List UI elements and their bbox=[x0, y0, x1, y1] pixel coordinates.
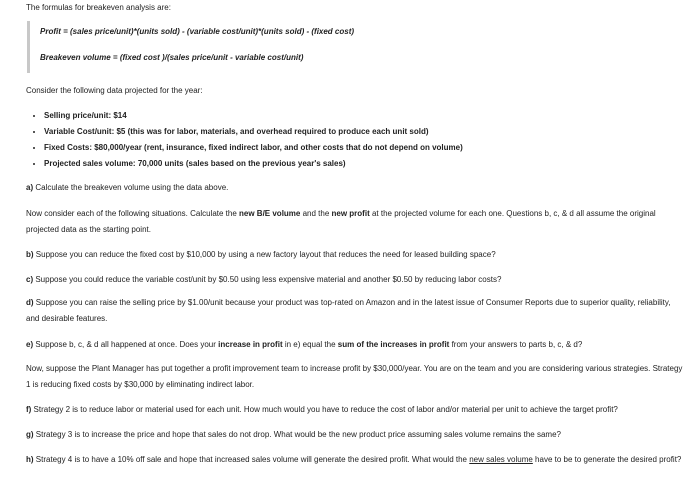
blockquote-bar bbox=[27, 21, 30, 73]
emphasis: new B/E volume bbox=[239, 209, 301, 218]
question-a bbox=[26, 180, 686, 196]
text: Suppose you can raise the selling price by $1.00/unit because your product was top-rated on Amazon and in the latest issue of Consumer Reports due to superior quality, reliability, and desirable features. bbox=[26, 298, 671, 323]
data-list bbox=[26, 108, 463, 172]
text: Strategy 2 is to reduce labor or material used for each unit. How much would you have to reduce the cost of labor and/or material per unit to achieve the target profit? bbox=[31, 405, 618, 414]
question-g bbox=[26, 427, 686, 443]
emphasis: new profit bbox=[331, 209, 370, 218]
emphasis: increase in profit bbox=[218, 340, 283, 349]
question-d bbox=[26, 295, 686, 327]
text: Strategy 3 is to increase the price and hope that sales do not drop. What would be the new product price assuming sales volume remains the same? bbox=[33, 430, 561, 439]
intro-text: The formulas for breakeven analysis are: bbox=[26, 3, 171, 12]
text: and the bbox=[300, 209, 332, 218]
label: e) bbox=[26, 340, 34, 349]
question-h bbox=[26, 452, 686, 468]
text: from your answers to parts b, c, & d? bbox=[449, 340, 583, 349]
text: Suppose you can reduce the fixed cost by $10,000 by using a new factory layout that reduces the need for leased building space? bbox=[33, 250, 496, 259]
text: at the projected volume for each one. Questions b, c, & d all assume the original projected data as the starting point. bbox=[26, 209, 656, 234]
underlined-text: new sales volume bbox=[469, 455, 533, 464]
question-f bbox=[26, 402, 686, 418]
strategy-paragraph: Now, suppose the Plant Manager has put together a profit improvement team to increase profit by $30,000/year. You are on the team and you are considering various strategies. Strategy 1 is reducing fixed costs by $30,000 by eliminating indirect labor. bbox=[26, 364, 683, 389]
emphasis: sum of the increases in profit bbox=[337, 340, 450, 349]
consider-text: Consider the following data projected for the year: bbox=[26, 86, 203, 95]
text: in e) equal the bbox=[282, 340, 338, 349]
list-item: • Fixed Costs: $80,000/year (rent, insurance, fixed indirect labor, and other costs that do not depend on volume) bbox=[44, 140, 463, 156]
label: b) bbox=[26, 250, 34, 259]
question-e bbox=[26, 337, 686, 353]
label: a) bbox=[26, 183, 34, 192]
text: Strategy 4 is to have a 10% off sale and hope that increased sales volume will generate the desired profit. What would the bbox=[33, 455, 470, 464]
list-item: • Selling price/unit: $14 bbox=[44, 108, 463, 124]
question-b bbox=[26, 247, 686, 263]
profit-formula: Profit = (sales price/unit)*(units sold) - (variable cost/unit)*(units sold) - (fixed cost) bbox=[40, 27, 355, 36]
text: Suppose you could reduce the variable cost/unit by $0.50 using less expensive material and another $0.50 by reducing labor costs? bbox=[33, 275, 502, 284]
question-c bbox=[26, 272, 686, 288]
situations-paragraph bbox=[26, 206, 686, 238]
list-item: • Variable Cost/unit: $5 (this was for labor, materials, and overhead required to produce each unit sold) bbox=[44, 124, 463, 140]
text: Calculate the breakeven volume using the data above. bbox=[33, 183, 229, 192]
text: Now consider each of the following situations. Calculate the bbox=[26, 209, 240, 218]
label: h) bbox=[26, 455, 34, 464]
text: have to be to generate the desired profit? bbox=[532, 455, 682, 464]
breakeven-formula: Breakeven volume = (fixed cost )/(sales price/unit - variable cost/unit) bbox=[40, 53, 304, 62]
list-item: • Projected sales volume: 70,000 units (sales based on the previous year's sales) bbox=[44, 156, 463, 172]
label: c) bbox=[26, 275, 34, 284]
label: g) bbox=[26, 430, 34, 439]
text: Suppose b, c, & d all happened at once. Does your bbox=[33, 340, 219, 349]
label: f) bbox=[26, 405, 32, 414]
label: d) bbox=[26, 298, 34, 307]
